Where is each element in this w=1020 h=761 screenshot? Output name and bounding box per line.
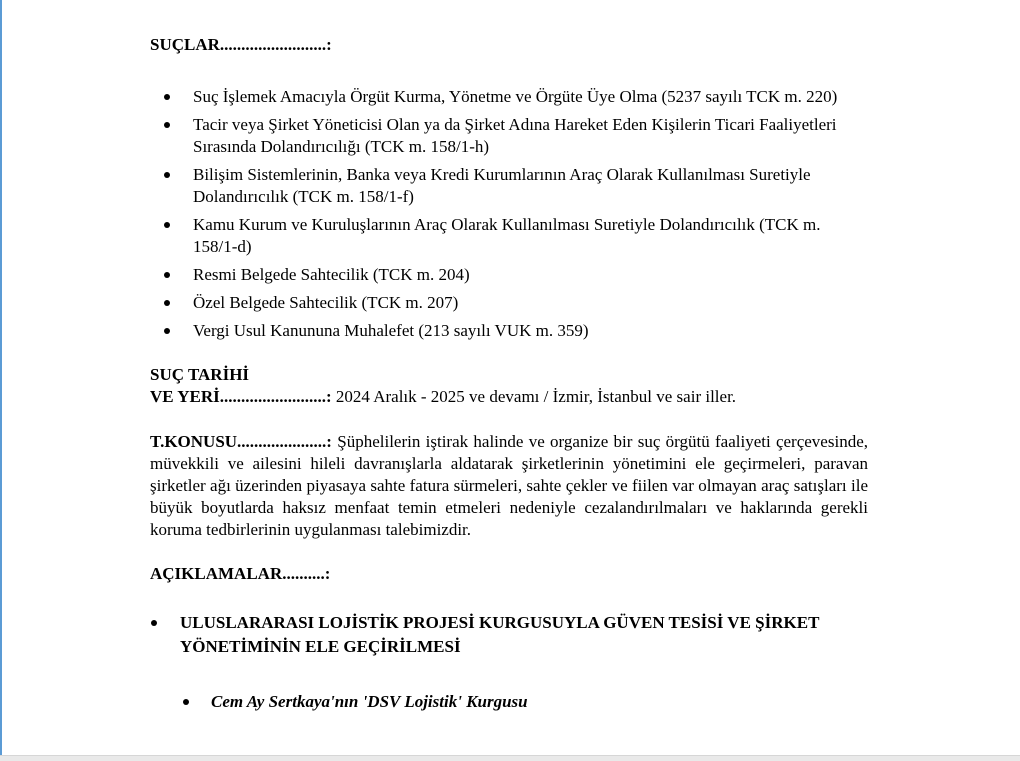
list-item	[150, 264, 868, 286]
subject-label: T.KONUSU.....................:	[150, 432, 332, 451]
date-label-line2: VE YERİ.........................:	[150, 387, 332, 406]
explanations-heading: AÇIKLAMALAR..........:	[150, 564, 331, 583]
date-label-line1: SUÇ TARİHİ	[150, 365, 250, 384]
document-page	[150, 34, 868, 713]
crime-text: Bilişim Sistemlerinin, Banka veya Kredi Kurumlarının Araç Olarak Kullanılması Suretiyle Dolandırıcılık (TCK m. 158/1-f)	[193, 165, 811, 206]
crimes-list	[150, 86, 868, 342]
bullet-icon	[151, 620, 157, 626]
explanation-item	[150, 611, 868, 659]
list-item	[150, 320, 868, 342]
crime-text: Özel Belgede Sahtecilik (TCK m. 207)	[193, 293, 459, 312]
subject-paragraph	[150, 431, 868, 541]
bullet-icon	[183, 699, 189, 705]
explanation-subitem	[150, 691, 868, 713]
bullet-icon	[164, 172, 170, 178]
list-item	[150, 86, 868, 108]
window-left-edge	[0, 0, 2, 761]
crime-text: Suç İşlemek Amacıyla Örgüt Kurma, Yönetme ve Örgüte Üye Olma (5237 sayılı TCK m. 220)	[193, 87, 838, 106]
subject-text: Şüphelilerin iştirak halinde ve organize bir suç örgütü faaliyeti çerçevesinde, müvekkili ve ailesini hileli davranışlarla aldatarak şirketlerinin yönetimini ele geçirmeleri, paravan şirketler ağı üzerinden piyasaya sahte fatura sürmeleri, sahte çekler ve fiilen var olmayan araç satışları ile büyük boyutlarda haksız menfaat temin etmeleri nedeniyle cezalandırılmaları ve haklarında gerekli koruma tedbirlerinin uygulanması talebimizdir.	[150, 432, 868, 539]
bullet-icon	[164, 122, 170, 128]
crime-text: Kamu Kurum ve Kuruluşlarının Araç Olarak Kullanılması Suretiyle Dolandırıcılık (TCK m. 158/1-d)	[193, 215, 821, 256]
crime-text: Resmi Belgede Sahtecilik (TCK m. 204)	[193, 265, 470, 284]
list-item	[150, 164, 868, 208]
date-value: 2024 Aralık - 2025 ve devamı / İzmir, İstanbul ve sair iller.	[331, 387, 737, 406]
bullet-icon	[164, 94, 170, 100]
bullet-icon	[164, 222, 170, 228]
crime-text: Tacir veya Şirket Yöneticisi Olan ya da Şirket Adına Hareket Eden Kişilerin Ticari Faaliyetleri Sırasında Dolandırıcılığı (TCK m. 158/1-h)	[193, 115, 837, 156]
bullet-icon	[164, 272, 170, 278]
list-item	[150, 292, 868, 314]
date-line	[150, 386, 868, 408]
bullet-icon	[164, 300, 170, 306]
bullet-icon	[164, 328, 170, 334]
crimes-heading: SUÇLAR.........................:	[150, 35, 332, 54]
crime-text: Vergi Usul Kanununa Muhalefet (213 sayılı VUK m. 359)	[193, 321, 589, 340]
crime-date-place	[150, 364, 868, 408]
explanation-item-text: ULUSLARARASI LOJİSTİK PROJESİ KURGUSUYLA GÜVEN TESİSİ VE ŞİRKET YÖNETİMİNİN ELE GEÇİRİLMESİ	[180, 613, 820, 656]
list-item	[150, 114, 868, 158]
window-bottom-edge	[0, 755, 1020, 761]
list-item	[150, 214, 868, 258]
explanation-subitem-text: Cem Ay Sertkaya'nın 'DSV Lojistik' Kurgusu	[211, 692, 528, 711]
